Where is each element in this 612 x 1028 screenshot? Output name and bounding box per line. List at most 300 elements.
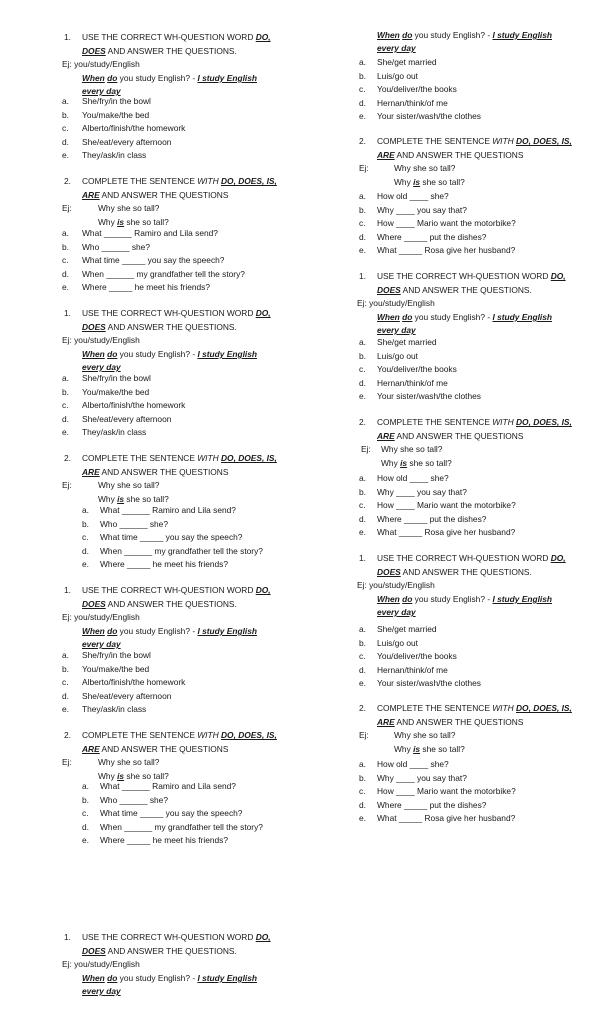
list-item-marker: c. <box>359 84 366 95</box>
keyword-do: do <box>402 30 413 40</box>
answer-list <box>64 373 304 441</box>
keyword-do: DO, <box>255 308 271 318</box>
left-column <box>64 0 314 1008</box>
example-prompt: you/study/English <box>74 612 140 622</box>
keyword-do-does-is: DO, DOES, IS, <box>516 703 572 713</box>
example-label: Ej: <box>357 580 367 590</box>
list-item-marker: d. <box>62 690 69 701</box>
example-label: Ej: <box>62 203 72 213</box>
list-item-marker: c. <box>82 532 89 543</box>
keyword-with: WITH <box>492 136 514 146</box>
example-label: Ej: <box>62 612 72 622</box>
list-item-marker: d. <box>62 268 69 279</box>
list-item-text: Your sister/wash/the clothes <box>377 678 481 689</box>
question-number <box>64 585 71 595</box>
instruction-text: USE THE CORRECT WH-QUESTION WORD <box>82 32 256 42</box>
list-item-marker: d. <box>359 377 366 388</box>
list-item-marker: d. <box>359 799 366 810</box>
list-item-marker: c. <box>62 677 69 688</box>
question-number-text: 1. <box>64 32 71 42</box>
instruction-line-2 <box>82 46 237 56</box>
instruction-text: AND ANSWER THE QUESTIONS. <box>105 46 237 56</box>
example-line-1 <box>381 444 442 454</box>
list-item-marker: e. <box>359 813 366 824</box>
list-item-marker: b. <box>359 637 366 648</box>
instruction-line-2 <box>82 322 237 332</box>
keyword-is: is <box>413 177 421 187</box>
keyword-when: When <box>82 73 105 83</box>
list-item-text: How old ____ she? <box>377 473 449 483</box>
list-item-text: She/fry/in the bowl <box>82 650 151 660</box>
list-item-text: They/ask/in class <box>82 150 147 161</box>
list-item-marker: a. <box>82 505 89 515</box>
keyword-do: do <box>107 349 118 359</box>
list-item-marker: e. <box>359 391 366 402</box>
list-item-text: Why ____ you say that? <box>377 772 467 783</box>
example-answer-line-2 <box>82 86 121 96</box>
instruction-text: AND ANSWER THE QUESTIONS. <box>105 322 237 332</box>
keyword-do: DO, <box>255 32 271 42</box>
keyword-are: ARE <box>377 431 395 441</box>
list-item-text: She/fry/in the bowl <box>82 96 151 106</box>
question-number <box>64 932 71 942</box>
keyword-do: do <box>402 312 413 322</box>
list-item-text: How ____ Mario want the motorbike? <box>377 218 516 229</box>
instruction-line-2 <box>377 717 523 727</box>
keyword-with: WITH <box>492 703 514 713</box>
example-prompt: you/study/English <box>369 580 435 590</box>
list-item-marker: d. <box>359 513 366 524</box>
list-item-marker: b. <box>359 204 366 215</box>
example-answer: I study English <box>197 626 257 636</box>
list-item-marker: e. <box>359 527 366 538</box>
example-answer-line-2 <box>82 986 121 996</box>
list-item-text: When ______ my grandfather tell the story? <box>100 545 263 556</box>
answer-list <box>359 759 599 827</box>
list-item-marker: b. <box>359 70 366 81</box>
keyword-do-does-is: DO, DOES, IS, <box>221 453 277 463</box>
example-label: Ej: <box>359 730 369 740</box>
question-number-text: 1. <box>64 932 71 942</box>
instruction-line-1 <box>82 453 277 463</box>
list-item-text: Alberto/finish/the homework <box>82 400 186 411</box>
example-answer: I study English <box>197 973 257 983</box>
list-item-marker: a. <box>359 57 366 67</box>
example-text: Why <box>98 217 118 227</box>
list-item-text: Luis/go out <box>377 350 418 361</box>
example-text: Why she so tall? <box>98 480 160 490</box>
list-item-marker: d. <box>359 664 366 675</box>
keyword-do: do <box>107 626 118 636</box>
example-question <box>82 973 257 983</box>
instruction-text: AND ANSWER THE QUESTIONS <box>394 431 524 441</box>
list-item-text: Why ____ you say that? <box>377 204 467 215</box>
instruction-text: USE THE CORRECT WH-QUESTION WORD <box>82 308 256 318</box>
question-number-text: 2. <box>64 176 71 186</box>
example-line <box>62 59 140 69</box>
example-line <box>357 580 435 590</box>
example-answer-line-2 <box>377 43 416 53</box>
list-item-text: Alberto/finish/the homework <box>82 677 186 688</box>
instruction-line-2 <box>82 946 237 956</box>
instruction-text: USE THE CORRECT WH-QUESTION WORD <box>377 553 551 563</box>
keyword-when: When <box>82 973 105 983</box>
list-item-marker: c. <box>359 500 366 511</box>
keyword-is: is <box>117 771 125 781</box>
example-text: Why she so tall? <box>381 444 443 454</box>
list-item-text: Luis/go out <box>377 637 418 648</box>
list-item-text: You/make/the bed <box>82 663 150 674</box>
list-item-text: She/eat/every afternoon <box>82 690 172 701</box>
example-question-text: you study English? - <box>412 30 493 40</box>
answer-list <box>359 473 599 541</box>
list-item-marker: a. <box>62 373 69 383</box>
instruction-line-1 <box>377 271 566 281</box>
keyword-is: is <box>413 744 421 754</box>
list-item-marker: b. <box>82 794 89 805</box>
list-item-marker: b. <box>62 109 69 120</box>
list-item-marker: c. <box>359 651 366 662</box>
question-number <box>64 32 71 42</box>
list-item-text: How ____ Mario want the motorbike? <box>377 500 516 511</box>
example-line <box>357 298 435 308</box>
example-text: she so tall? <box>420 744 465 754</box>
list-item-marker: e. <box>82 559 89 570</box>
list-item-text: Where _____ he meet his friends? <box>100 835 229 846</box>
example-label-line <box>62 480 72 490</box>
instruction-line-1 <box>377 703 572 713</box>
question-number-text: 1. <box>64 585 71 595</box>
example-text: she so tall? <box>124 494 169 504</box>
instruction-text: AND ANSWER THE QUESTIONS <box>394 717 524 727</box>
keyword-with: WITH <box>197 453 219 463</box>
keyword-do-does-is: DO, DOES, IS, <box>516 136 572 146</box>
example-answer-line-2 <box>82 362 121 372</box>
instruction-text: USE THE CORRECT WH-QUESTION WORD <box>82 585 256 595</box>
keyword-do: do <box>402 594 413 604</box>
list-item-text: Where _____ put the dishes? <box>377 799 487 810</box>
list-item-marker: a. <box>359 759 366 769</box>
list-item-text: What _____ Rosa give her husband? <box>377 527 516 538</box>
answer-list <box>359 57 599 125</box>
list-item-marker: c. <box>62 255 69 266</box>
example-line-2 <box>381 458 452 468</box>
example-answer: I study English <box>492 30 552 40</box>
list-item-marker: c. <box>62 400 69 411</box>
list-item-text: She/fry/in the bowl <box>82 373 151 383</box>
list-item-marker: b. <box>62 241 69 252</box>
list-item-text: They/ask/in class <box>82 427 147 438</box>
example-label: Ej: <box>359 163 369 173</box>
list-item-marker: e. <box>82 835 89 846</box>
instruction-text: USE THE CORRECT WH-QUESTION WORD <box>377 271 551 281</box>
list-item-marker: a. <box>359 624 366 634</box>
example-answer-line-2 <box>377 607 416 617</box>
list-item-marker: d. <box>62 413 69 424</box>
example-line-2 <box>394 744 465 754</box>
example-line-2 <box>394 177 465 187</box>
instruction-line-2 <box>377 150 523 160</box>
example-answer-continued: every day <box>377 325 416 335</box>
example-line-1 <box>98 757 159 767</box>
keyword-with: WITH <box>197 730 219 740</box>
example-prompt: you/study/English <box>74 59 140 69</box>
list-item-marker: d. <box>82 821 89 832</box>
example-line-2 <box>98 771 169 781</box>
example-line-1 <box>98 480 159 490</box>
instruction-text: AND ANSWER THE QUESTIONS <box>394 150 524 160</box>
instruction-text: AND ANSWER THE QUESTIONS. <box>105 946 237 956</box>
keyword-do-does-is: DO, DOES, IS, <box>516 417 572 427</box>
instruction-text: USE THE CORRECT WH-QUESTION WORD <box>82 932 256 942</box>
list-item-marker: e. <box>62 282 69 293</box>
keyword-does: DOES <box>82 946 106 956</box>
example-text: Why <box>98 494 118 504</box>
instruction-text: COMPLETE THE SENTENCE <box>377 703 493 713</box>
keyword-is: is <box>117 494 125 504</box>
example-answer: I study English <box>492 312 552 322</box>
example-question-text: you study English? - <box>117 626 198 636</box>
list-item-text: Where _____ he meet his friends? <box>100 559 229 570</box>
list-item-text: Alberto/finish/the homework <box>82 123 186 134</box>
example-text: Why <box>98 771 118 781</box>
example-label-line <box>62 757 72 767</box>
list-item-marker: a. <box>62 228 69 238</box>
example-label-line <box>361 444 371 454</box>
example-label: Ej: <box>62 59 72 69</box>
list-item-text: Why ____ you say that? <box>377 486 467 497</box>
list-item-text: Where _____ put the dishes? <box>377 231 487 242</box>
list-item-text: What _____ Rosa give her husband? <box>377 813 516 824</box>
example-answer: I study English <box>197 349 257 359</box>
list-item-text: You/make/the bed <box>82 386 150 397</box>
keyword-when: When <box>377 594 400 604</box>
list-item-text: Your sister/wash/the clothes <box>377 391 481 402</box>
example-line-1 <box>394 730 455 740</box>
question-number-text: 2. <box>359 703 366 713</box>
question-number <box>64 453 71 463</box>
instruction-line-2 <box>377 567 532 577</box>
list-item-marker: e. <box>62 150 69 161</box>
question-number <box>359 271 366 281</box>
example-question <box>377 30 552 40</box>
instruction-line-1 <box>82 585 271 595</box>
example-text: Why <box>381 458 401 468</box>
list-item-text: What ______ Ramiro and Lila send? <box>100 781 236 791</box>
example-line <box>62 959 140 969</box>
list-item-text: She/get married <box>377 57 437 67</box>
question-number <box>64 308 71 318</box>
example-answer-continued: every day <box>377 43 416 53</box>
list-item-text: Who ______ she? <box>82 241 150 252</box>
list-item-marker: a. <box>62 650 69 660</box>
list-item-marker: c. <box>62 123 69 134</box>
example-label-line <box>359 163 369 173</box>
list-item-marker: e. <box>359 111 366 122</box>
list-item-text: Your sister/wash/the clothes <box>377 111 481 122</box>
instruction-text: AND ANSWER THE QUESTIONS. <box>400 285 532 295</box>
list-item-text: What _____ Rosa give her husband? <box>377 245 516 256</box>
example-question-text: you study English? - <box>412 594 493 604</box>
instruction-line-1 <box>82 308 271 318</box>
example-text: she so tall? <box>420 177 465 187</box>
example-text: she so tall? <box>407 458 452 468</box>
instruction-line-2 <box>82 467 228 477</box>
example-continued <box>359 30 599 58</box>
example-answer-continued: every day <box>377 607 416 617</box>
list-item-text: You/deliver/the books <box>377 84 457 95</box>
list-item-text: Who ______ she? <box>100 518 168 529</box>
example-prompt: you/study/English <box>74 959 140 969</box>
list-item-text: Hernan/think/of me <box>377 97 448 108</box>
list-item-text: How ____ Mario want the motorbike? <box>377 786 516 797</box>
example-label: Ej: <box>62 959 72 969</box>
instruction-text: AND ANSWER THE QUESTIONS <box>99 467 229 477</box>
example-label: Ej: <box>62 757 72 767</box>
list-item-marker: e. <box>62 427 69 438</box>
keyword-with: WITH <box>197 176 219 186</box>
list-item-text: Where _____ he meet his friends? <box>82 282 211 293</box>
list-item-text: She/get married <box>377 624 437 634</box>
keyword-when: When <box>82 626 105 636</box>
question-number <box>359 417 366 427</box>
example-line-1 <box>394 163 455 173</box>
keyword-do: do <box>107 73 118 83</box>
keyword-do-does-is: DO, DOES, IS, <box>221 176 277 186</box>
list-item-marker: d. <box>359 97 366 108</box>
keyword-do: DO, <box>255 585 271 595</box>
example-question-text: you study English? - <box>412 312 493 322</box>
list-item-marker: a. <box>359 191 366 201</box>
keyword-does: DOES <box>377 567 401 577</box>
list-item-text: You/deliver/the books <box>377 364 457 375</box>
list-item-marker: c. <box>359 218 366 229</box>
instruction-line-1 <box>377 136 572 146</box>
keyword-when: When <box>82 349 105 359</box>
answer-list <box>359 191 599 259</box>
question-number-text: 2. <box>359 136 366 146</box>
example-label-line <box>62 203 72 213</box>
example-question <box>377 312 552 322</box>
instruction-text: AND ANSWER THE QUESTIONS. <box>105 599 237 609</box>
list-item-marker: c. <box>359 786 366 797</box>
instruction-line-1 <box>377 553 566 563</box>
list-item-text: She/eat/every afternoon <box>82 413 172 424</box>
keyword-are: ARE <box>82 744 100 754</box>
example-label: Ej: <box>62 335 72 345</box>
instruction-line-1 <box>82 176 277 186</box>
keyword-does: DOES <box>377 285 401 295</box>
list-item-text: What ______ Ramiro and Lila send? <box>100 505 236 515</box>
example-answer-continued: every day <box>82 986 121 996</box>
list-item-text: Hernan/think/of me <box>377 664 448 675</box>
example-text: Why she so tall? <box>98 203 160 213</box>
example-text: Why <box>394 744 414 754</box>
instruction-text: COMPLETE THE SENTENCE <box>377 417 493 427</box>
list-item-marker: b. <box>359 772 366 783</box>
question-number <box>359 703 366 713</box>
instruction-line-2 <box>82 599 237 609</box>
example-label: Ej: <box>62 480 72 490</box>
keyword-when: When <box>377 30 400 40</box>
list-item-marker: b. <box>62 386 69 397</box>
answer-list <box>64 96 304 164</box>
keyword-are: ARE <box>377 717 395 727</box>
instruction-line-2 <box>82 744 228 754</box>
list-item-text: What ______ Ramiro and Lila send? <box>82 228 218 238</box>
keyword-are: ARE <box>82 190 100 200</box>
example-text: Why she so tall? <box>394 730 456 740</box>
list-item-marker: b. <box>62 663 69 674</box>
question-number-text: 2. <box>64 453 71 463</box>
example-line <box>62 612 140 622</box>
keyword-does: DOES <box>82 322 106 332</box>
list-item-marker: c. <box>359 364 366 375</box>
example-label: Ej: <box>361 444 371 454</box>
instruction-text: COMPLETE THE SENTENCE <box>82 176 198 186</box>
instruction-line-2 <box>377 285 532 295</box>
example-answer: I study English <box>197 73 257 83</box>
question-number <box>64 730 71 740</box>
answer-list <box>359 337 599 405</box>
question-number-text: 2. <box>64 730 71 740</box>
example-text: Why she so tall? <box>394 163 456 173</box>
list-item-text: You/deliver/the books <box>377 651 457 662</box>
example-prompt: you/study/English <box>369 298 435 308</box>
list-item-text: Luis/go out <box>377 70 418 81</box>
list-item-marker: a. <box>359 473 366 483</box>
list-item-text: When ______ my grandfather tell the story? <box>100 821 263 832</box>
answer-list <box>359 624 599 692</box>
list-item-marker: d. <box>82 545 89 556</box>
example-question <box>82 626 257 636</box>
keyword-do: DO, <box>550 271 566 281</box>
question-number-text: 1. <box>359 271 366 281</box>
keyword-does: DOES <box>82 599 106 609</box>
keyword-are: ARE <box>377 150 395 160</box>
example-question-text: you study English? - <box>117 349 198 359</box>
list-item-text: How old ____ she? <box>377 191 449 201</box>
list-item-text: Hernan/think/of me <box>377 377 448 388</box>
list-item-text: They/ask/in class <box>82 704 147 715</box>
list-item-text: When ______ my grandfather tell the story? <box>82 268 245 279</box>
question-number-text: 1. <box>64 308 71 318</box>
example-label: Ej: <box>357 298 367 308</box>
answer-list <box>64 505 304 573</box>
answer-list <box>64 781 304 849</box>
keyword-is: is <box>400 458 408 468</box>
example-answer-line-2 <box>82 639 121 649</box>
example-text: she so tall? <box>124 217 169 227</box>
keyword-do-does-is: DO, DOES, IS, <box>221 730 277 740</box>
list-item-marker: e. <box>62 704 69 715</box>
example-answer-continued: every day <box>82 362 121 372</box>
example-text: Why she so tall? <box>98 757 160 767</box>
example-question-text: you study English? - <box>117 973 198 983</box>
instruction-line-2 <box>82 190 228 200</box>
list-item-marker: b. <box>359 350 366 361</box>
list-item-marker: e. <box>359 245 366 256</box>
keyword-do: DO, <box>255 932 271 942</box>
list-item-marker: d. <box>62 136 69 147</box>
list-item-text: What time _____ you say the speech? <box>100 808 243 819</box>
instruction-text: AND ANSWER THE QUESTIONS <box>99 744 229 754</box>
instruction-line-1 <box>82 32 271 42</box>
keyword-does: DOES <box>82 46 106 56</box>
list-item-marker: a. <box>62 96 69 106</box>
list-item-text: What time _____ you say the speech? <box>100 532 243 543</box>
example-text: Why <box>394 177 414 187</box>
